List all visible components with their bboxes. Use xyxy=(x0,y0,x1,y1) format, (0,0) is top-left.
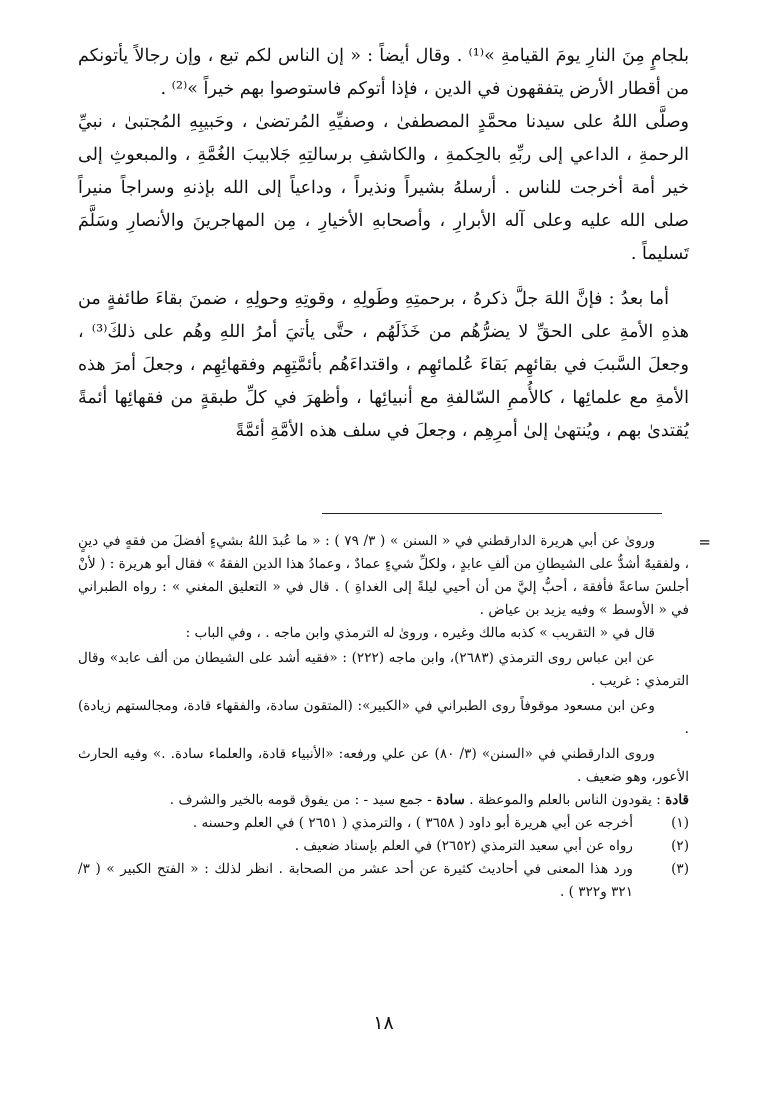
footnote-number: (٢) xyxy=(671,838,689,854)
main-paragraph: وصلَّى اللهُ على سيدنا محمَّدٍ المصطفىٰ ، وصفيِّهِ المُرتضىٰ ، وحَبيبِهِ المُجتبىٰ ، نبيِّ الرحمةِ ، الداعي إلى ربِّهِ بالحِكمةِ ، والكاشفِ برسالتِهِ جَلابيبَ الغُمَّةِ ، والمبعوثِ إلى خير أمة أخرجت للناس . أرسلهُ بشيراً ونذيراً ، وداعياً إلى الله بإذنهِ وسراجاً منيراً صلى الله عليه وعلى آله الأبرارِ ، وأصحابهِ الأخيارِ ، مِن المهاجرينَ والأنصارِ وسَلَّمَ تَسليماً . xyxy=(78,112,689,264)
footnote-separator xyxy=(322,513,662,514)
footnote-number: (٣) xyxy=(671,861,689,877)
footnotes-area xyxy=(78,530,689,904)
footnote-item xyxy=(78,858,689,904)
main-paragraph: أما بعدُ : فإنَّ اللهَ جلَّ ذكرهُ ، برحمتِهِ وطَولِهِ ، وقوتِهِ وحولِهِ ، ضمنَ بقاءَ طائفةٍ من هذهِ الأمةِ على الحقِّ لا يضرُّهُم من خَذَلَهُم ، حتَّى يأتيَ أمرُ اللهِ وهُم على ذلكَ⁽³⁾ ، وجعلَ السَّببَ في بقائهِم بَقاءَ عُلمائهِم ، واقتداءَهُم بأئمَّتِهِم وفقهائِهِم ، وجعلَ أمرَ هذه الأمةِ مع علمائِها ، كالأُممِ السّالفةِ مع أنبيائِها ، وأظهرَ في كلِّ طبقةٍ من فقهائِها أئمةً يُقتدىٰ بهم ، ويُنتهىٰ إلىٰ أمرِهِم ، وجعلَ في سلف هذه الأمَّةِ أئمَّةً xyxy=(78,289,689,441)
note-paragraph: قال في « التقريب » كذبه مالك وغيره ، وروىٰ له الترمذي وابن ماجه . ، وفي الباب : xyxy=(185,625,655,641)
footnote-text: رواه عن أبي سعيد الترمذي (٢٦٥٢) في العلم بإسناد ضعيف . xyxy=(294,838,633,854)
glossary-text-2: - جمع سيد - : من يفوق قومه بالخير والشرف . xyxy=(169,792,432,808)
note-paragraph: وعن ابن مسعود موقوفاً روى الطبراني في «الكبير»: (المتقون سادة، والفقهاء قادة، ومجالستهم زيادة) . xyxy=(78,698,689,737)
note-paragraph: وروى الدارقطني في «السنن» (٣/ ٨٠) عن علي ورفعه: «الأنبياء قادة، والعلماء سادة. .» وفيه الحارث الأعور، وهو ضعيف . xyxy=(78,746,689,785)
page-number: ١٨ xyxy=(373,1012,394,1034)
note-paragraph: عن ابن عباس روى الترمذي (٢٦٨٣)، وابن ماجه (٢٢٢) : «فقيه أشد على الشيطان من ألف عابد» وقال الترمذي : غريب . xyxy=(78,650,689,689)
glossary-line xyxy=(78,789,689,812)
glossary-term: قادة xyxy=(665,792,689,808)
main-text xyxy=(78,40,689,448)
footnote-item xyxy=(78,835,689,858)
footnote-text: أخرجه عن أبي هريرة أبو داود ( ٣٦٥٨ ) ، والترمذي ( ٢٦٥١ ) في العلم وحسنه . xyxy=(192,815,633,831)
glossary-term-2: سادة xyxy=(436,792,465,808)
glossary-text: : يقودون الناس بالعلم والموعظة . xyxy=(469,792,661,808)
footnote-text: ورد هذا المعنى في أحاديث كثيرة عن أحد عشر من الصحابة . انظر لذلك : « الفتح الكبير » ( ٣/ ٣٢١ و٣٢٢ ) . xyxy=(78,861,633,900)
footnote-item xyxy=(78,812,689,835)
continuation-marker: = xyxy=(698,533,711,551)
footnote-number: (١) xyxy=(671,815,689,831)
note-paragraph: ورویٰ عن أبي هريرة الدارقطني في « السنن » ( ٣/ ٧٩ ) : « ما عُبدَ اللهُ بشيءٍ أفضلَ من فقهٍ في دينٍ ، ولفقيهٌ أشدُّ على الشيطانِ من ألفِ عابدٍ ، ولكلِّ شيءٍ عمادٌ ، وعمادُ هذا الدين الفقهُ » فقال أبو هريرة : ( لأنْ أجلسَ ساعةً فأفقهَ ، أحبُّ إليَّ من أن أحيي ليلةً إلى الغداةِ ) . قال في « التعليق المغني » : رواه الطبراني في « الأوسط » وفيه يزيد بن عياض . xyxy=(78,533,689,618)
main-paragraph: بلجامٍ مِنَ النارِ يومَ القيامةِ »⁽¹⁾ . وقال أيضاً : « إن الناس لكم تبع ، وإن رجالاً يأتونكم من أقطار الأرض يتفقهون في الدين ، فإذا أتوكم فاستوصوا بهم خيراً »⁽²⁾ . xyxy=(78,46,689,99)
